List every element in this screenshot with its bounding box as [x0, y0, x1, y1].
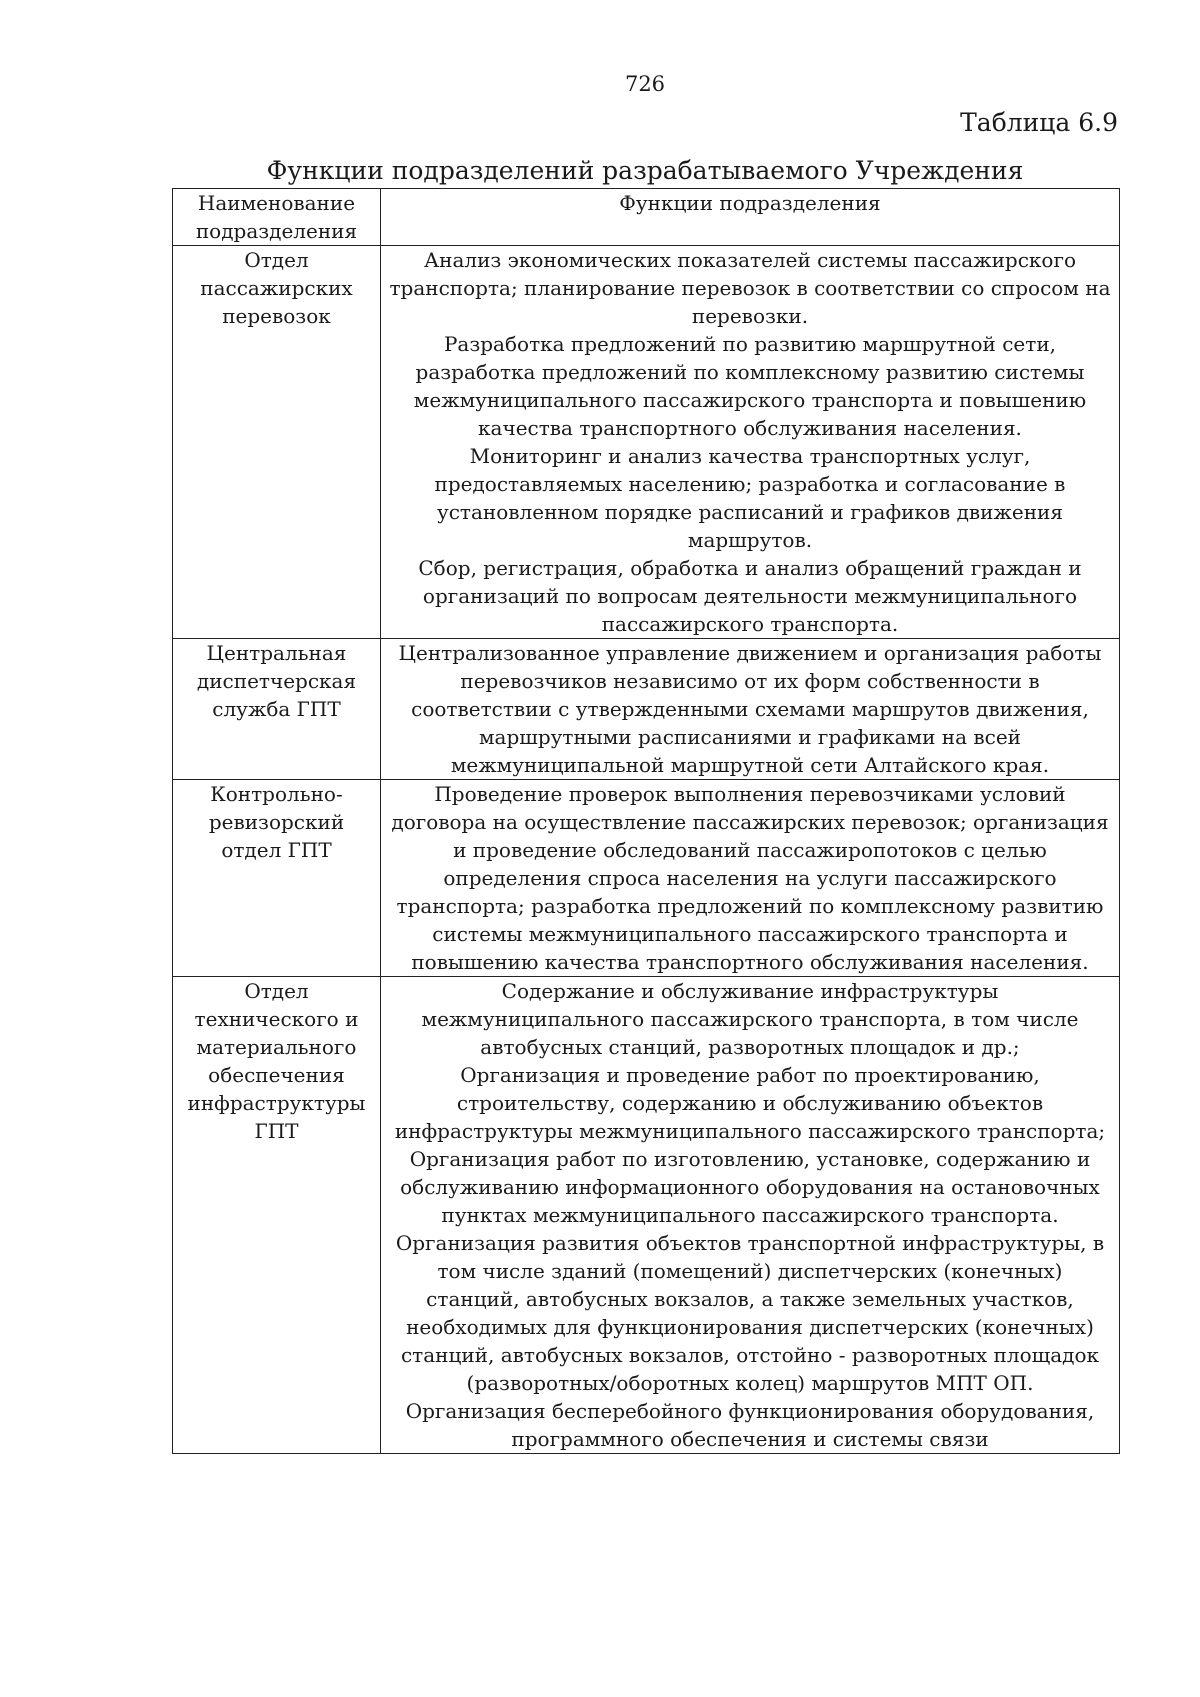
table-title: Функции подразделений разрабатываемого Учреждения	[266, 156, 1024, 185]
table-row	[173, 639, 1120, 780]
function-paragraph: Организация и проведение работ по проектированию, строительству, содержанию и обслуживанию объектов инфраструктуры межмуниципального пассажирского транспорта;	[394, 1063, 1106, 1143]
page-number: 726	[624, 72, 666, 96]
function-paragraph: Организация развития объектов транспортной инфраструктуры, в том числе зданий (помещений) диспетчерских (конечных) станций, автобусных вокзалов, а также земельных участков, необходимых для функционирования диспетчерских (конечных) станций, автобусных вокзалов, отстойно - разворотных площадок (разворотных/оборотных колец) маршрутов МПТ ОП.	[395, 1231, 1105, 1395]
unit-functions	[380, 246, 1119, 639]
function-paragraph: Анализ экономических показателей системы пассажирского транспорта; планирование перевозок в соответствии со спросом на перевозки.	[389, 248, 1111, 328]
unit-functions	[380, 977, 1119, 1454]
unit-name: Отдел технического и материального обеспечения инфраструктуры ГПТ	[173, 977, 381, 1454]
function-paragraph: Проведение проверок выполнения перевозчиками условий договора на осуществление пассажирских перевозок; организация и проведение обследований пассажиропотоков с целью определения спроса населения на услуги пассажирского транспорта; разработка предложений по комплексному развитию системы межмуниципального пассажирского транспорта и повышению качества транспортного обслуживания населения.	[391, 782, 1109, 974]
function-paragraph: Содержание и обслуживание инфраструктуры межмуниципального пассажирского транспорта, в том числе автобусных станций, разворотных площадок и др.;	[421, 979, 1079, 1059]
functions-table	[172, 188, 1120, 1454]
table-label: Таблица 6.9	[960, 108, 1118, 137]
function-paragraph: Мониторинг и анализ качества транспортных услуг, предоставляемых населению; разработка и согласование в установленном порядке расписаний и графиков движения маршрутов.	[434, 444, 1066, 552]
header-unit: Наименование подразделения	[173, 189, 381, 246]
function-paragraph: Централизованное управление движением и организация работы перевозчиков независимо от их форм собственности в соответствии с утвержденными схемами маршрутов движения, маршрутными расписаниями и графиками на всей межмуниципальной маршрутной сети Алтайского края.	[398, 641, 1102, 777]
function-paragraph: Организация бесперебойного функционирования оборудования, программного обеспечения и системы связи	[405, 1399, 1095, 1451]
table-row	[173, 977, 1120, 1454]
table-row	[173, 246, 1120, 639]
unit-name: Центральная диспетчерская служба ГПТ	[173, 639, 381, 780]
unit-name: Контрольно-ревизорский отдел ГПТ	[173, 780, 381, 977]
function-paragraph: Сбор, регистрация, обработка и анализ обращений граждан и организаций по вопросам деятельности межмуниципального пассажирского транспорта.	[418, 556, 1082, 636]
function-paragraph: Организация работ по изготовлению, установке, содержанию и обслуживанию информационного оборудования на остановочных пунктах межмуниципального пассажирского транспорта.	[400, 1147, 1100, 1227]
unit-name: Отдел пассажирских перевозок	[173, 246, 381, 639]
unit-functions	[380, 639, 1119, 780]
unit-functions	[380, 780, 1119, 977]
table-row	[173, 780, 1120, 977]
table-header-row	[173, 189, 1120, 246]
function-paragraph: Разработка предложений по развитию маршрутной сети, разработка предложений по комплексному развитию системы межмуниципального пассажирского транспорта и повышению качества транспортного обслуживания населения.	[413, 332, 1087, 440]
header-functions: Функции подразделения	[380, 189, 1119, 246]
